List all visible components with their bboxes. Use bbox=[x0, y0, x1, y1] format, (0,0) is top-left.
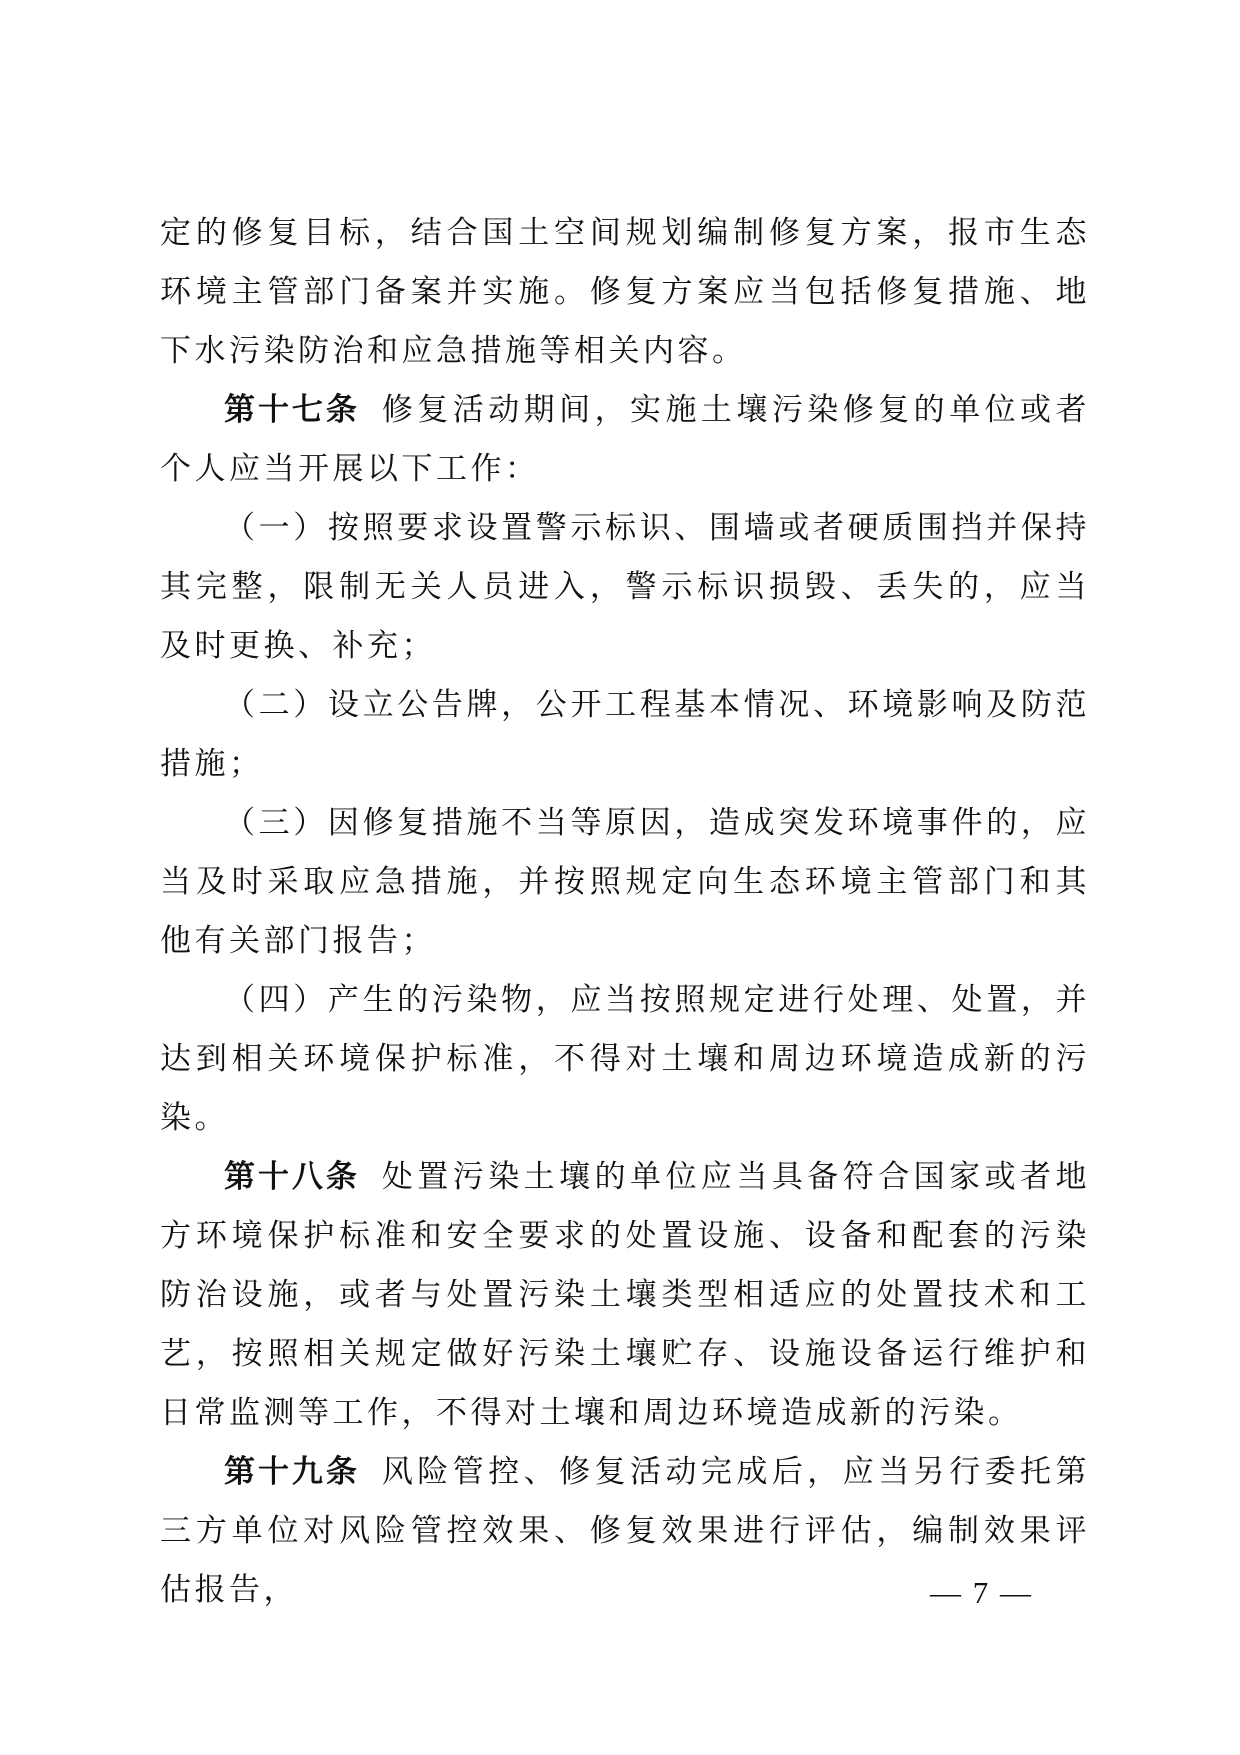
paragraph-text: 修复活动期间，实施土壤污染修复的单位或者个人应当开展以下工作： bbox=[160, 392, 1090, 487]
article-17 bbox=[160, 381, 1090, 499]
document-body bbox=[160, 204, 1090, 1620]
article-heading: 第十九条 bbox=[224, 1454, 360, 1490]
article-18 bbox=[160, 1148, 1090, 1443]
paragraph-text: （三）因修复措施不当等原因，造成突发环境事件的，应当及时采取应急措施，并按照规定向生态环境主管部门和其他有关部门报告； bbox=[160, 805, 1090, 959]
list-item-4 bbox=[160, 971, 1090, 1148]
list-item-2 bbox=[160, 676, 1090, 794]
article-heading: 第十七条 bbox=[224, 392, 360, 428]
page-number: — 7 — bbox=[930, 1575, 1033, 1610]
paragraph-text: （二）设立公告牌，公开工程基本情况、环境影响及防范措施； bbox=[160, 687, 1090, 782]
paragraph-text: 处置污染土壤的单位应当具备符合国家或者地方环境保护标准和安全要求的处置设施、设备和配套的污染防治设施，或者与处置污染土壤类型相适应的处置技术和工艺，按照相关规定做好污染土壤贮存、设施设备运行维护和日常监测等工作，不得对土壤和周边环境造成新的污染。 bbox=[160, 1159, 1090, 1431]
list-item-3 bbox=[160, 794, 1090, 971]
list-item-1 bbox=[160, 499, 1090, 676]
paragraph-text: 定的修复目标，结合国土空间规划编制修复方案，报市生态环境主管部门备案并实施。修复方案应当包括修复措施、地下水污染防治和应急措施等相关内容。 bbox=[160, 215, 1090, 369]
paragraph-text: （一）按照要求设置警示标识、围墙或者硬质围挡并保持其完整，限制无关人员进入，警示标识损毁、丢失的，应当及时更换、补充； bbox=[160, 510, 1090, 664]
paragraph-continuation bbox=[160, 204, 1090, 381]
paragraph-text: （四）产生的污染物，应当按照规定进行处理、处置，并达到相关环境保护标准，不得对土壤和周边环境造成新的污染。 bbox=[160, 982, 1090, 1136]
article-heading: 第十八条 bbox=[224, 1159, 360, 1195]
paragraph-text: 风险管控、修复活动完成后，应当另行委托第三方单位对风险管控效果、修复效果进行评估，编制效果评估报告， bbox=[160, 1454, 1090, 1608]
